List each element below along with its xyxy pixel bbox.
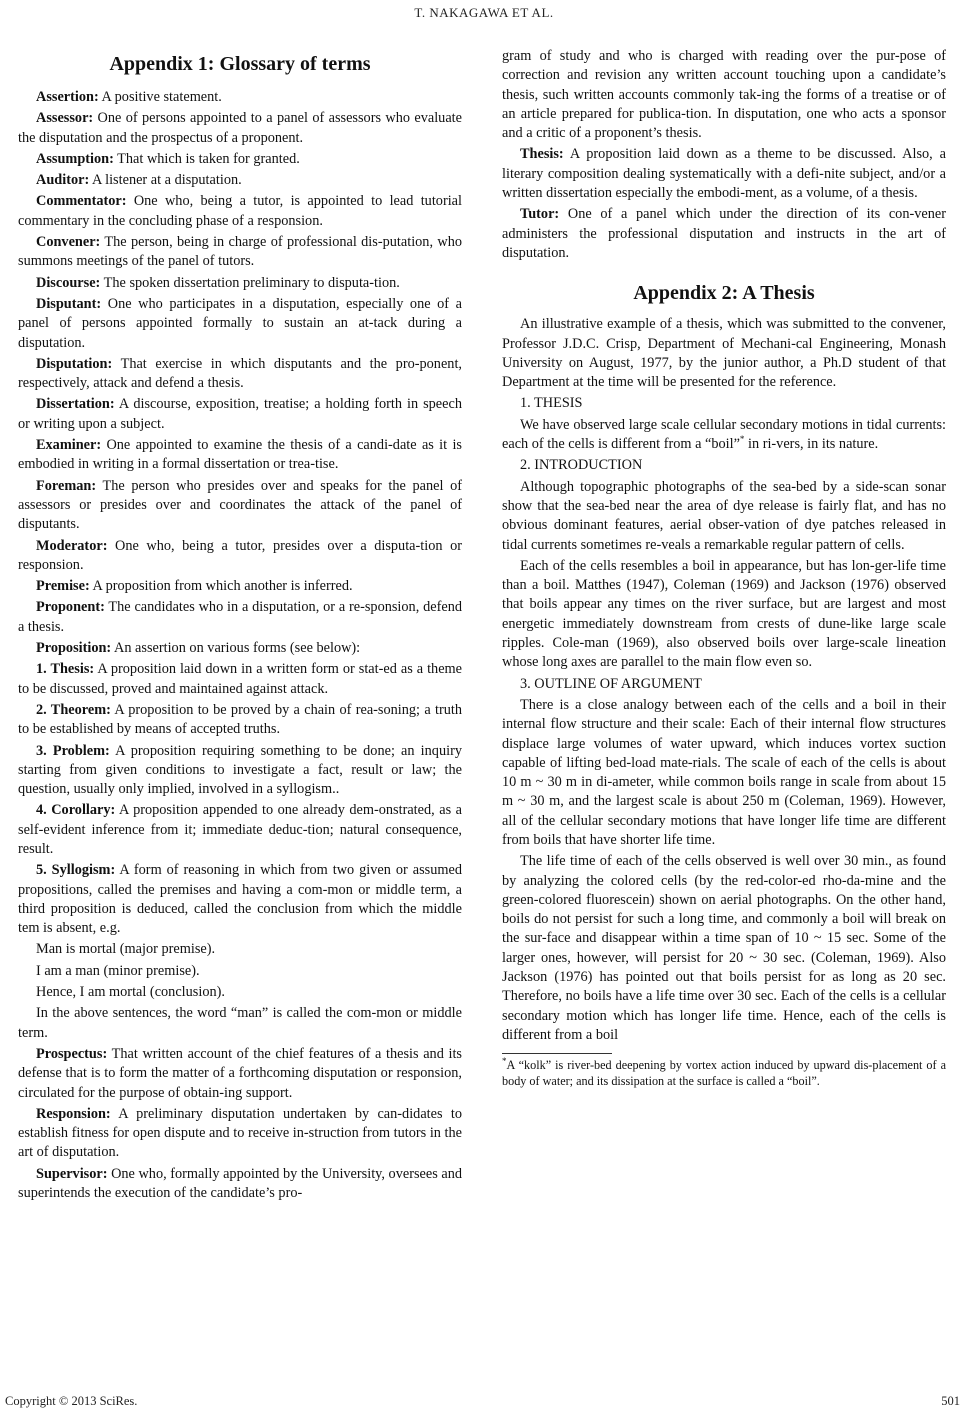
glossary-definition: The candidates who in a disputation, or a re-sponsion, defend a thesis. [18,599,462,635]
syllogism-example [18,940,462,1042]
footnote-text: A “kolk” is river-bed deepening by vortex action induced by upward dis-placement of a body of water; and its dissipation at the surface is called a “boil”. [502,1058,946,1088]
glossary-entry [18,436,462,475]
glossary-entry [18,1105,462,1163]
glossary-entry [18,537,462,576]
glossary-entry [502,145,946,203]
glossary-definition: An assertion on various forms (see below): [111,640,361,657]
syllogism-line: In the above sentences, the word “man” is called the com-mon or middle term. [18,1005,462,1041]
glossary-term: Foreman: [36,477,97,494]
glossary-entry [18,150,462,169]
glossary-definition: That exercise in which disputants and the pro-ponent, respectively, attack and defend a thesis. [18,355,462,392]
glossary-definition: That which is taken for granted. [113,150,300,167]
thesis-text-b: in ri-vers, in its nature. [744,436,879,453]
glossary-entry [18,109,462,148]
copyright: Copyright © 2013 SciRes. [5,1394,138,1408]
glossary-entry [18,577,462,596]
glossary-list [18,88,462,938]
thesis-text-a: We have observed large scale cellular secondary motions in tidal currents: each of the cells is different from a “boil” [502,416,946,453]
glossary-term: Assertion: [36,89,99,105]
glossary-entry [18,701,462,740]
glossary-definition: One of a panel which under the direction of its con-vener administers the professional disputation and instructs in the art of disputation. [502,206,946,261]
footnote-mark: * [502,1056,507,1067]
left-column [18,52,462,1205]
syllogism-line: Hence, I am mortal (conclusion). [36,984,225,1001]
glossary-entry [502,205,946,263]
glossary-definition: A proposition requiring something to be done; an inquiry starting from given conditions to investigate a fact, result or law; the question, usually only implied, involved in a syllogism.. [18,742,462,798]
glossary-term: Commentator: [36,193,127,210]
glossary-entry [18,233,462,272]
glossary-definition: A listener at a disputation. [89,172,242,189]
glossary-entry [18,295,462,353]
glossary-definition: That written account of the chief features of a thesis and its defense that is to form the matter of a forthcoming disputation or responsion, circulated for the purpose of obtain-ing support. [18,1045,462,1101]
glossary-term: Examiner: [36,437,102,454]
glossary-definition: A proposition laid down in a written form or stat-ed as a theme to be discussed, proved and maintained against attack. [18,661,463,697]
glossary-term: Tutor: [520,206,560,223]
footnote-ref: * [739,434,745,445]
section-heading-outline: 3. OUTLINE OF ARGUMENT [520,675,702,692]
glossary-definition: One of persons appointed to a panel of assessors who evaluate the disputation and the prospectus of a proponent. [18,110,462,146]
appendix1-title: Appendix 1: Glossary of terms [109,53,371,75]
appendix2-intro: An illustrative example of a thesis, which was submitted to the convener, Professor J.D.C. Crisp, Department of Mechani-cal Engineering, Monash University on August, 1977, by the junior author, a Ph.D student of that Department at the time will be presented for the reference. [502,316,946,391]
glossary-list-end [502,145,946,263]
glossary-term: Moderator: [36,537,108,554]
glossary-definition: A proposition laid down as a theme to be discussed. Also, a literary composition dealing systematically with a defi-nite subject, and/or a written dissertation especially the embodi-ment, as a volume, of a thesis. [502,146,946,202]
glossary-term: Dissertation: [36,396,115,413]
glossary-definition: A proposition to be proved by a chain of rea-soning; a truth to be established by means of accepted truths. [18,701,463,738]
glossary-definition: One who, being a tutor, presides over a disputa-tion or responsion. [18,537,462,573]
glossary-term: Disputation: [36,355,113,372]
glossary-term: Discourse: [36,274,101,291]
thesis-statement [502,416,946,455]
glossary-term: Responsion: [36,1105,111,1122]
glossary-entry [18,192,462,231]
section-heading-introduction: 2. INTRODUCTION [520,457,643,474]
glossary-definition: A discourse, exposition, treatise; a holding forth in speech or writing upon a subject. [18,396,462,432]
glossary-entry [18,1045,462,1103]
glossary-term: 4. Corollary: [36,802,116,819]
syllogism-line: Man is mortal (major premise). [36,941,216,958]
page-number: 501 [941,1394,960,1408]
glossary-term: Convener: [36,234,101,251]
appendix2-title: Appendix 2: A Thesis [633,282,815,305]
glossary-definition: A proposition from which another is inferred. [89,578,353,595]
glossary-entry [18,1165,462,1204]
footnote-rule [502,1053,612,1054]
glossary-definition: The person, being in charge of professional dis-putation, who summons meetings of the panel of tutors. [18,234,462,270]
glossary-definition: A positive statement. [98,89,222,105]
glossary-definition: One who participates in a disputation, especially one of a panel of persons appointed formally to sustain an at-tack during a disputation. [18,295,462,351]
glossary-term: 1. Thesis: [36,661,95,678]
glossary-entry [18,742,462,800]
glossary-list-continued [18,1045,462,1203]
glossary-term: Thesis: [520,146,564,163]
right-column [502,47,946,1091]
footnote [502,1058,946,1089]
glossary-term: 5. Syllogism: [36,862,116,879]
glossary-entry [18,477,462,535]
glossary-term: Supervisor: [36,1165,108,1182]
glossary-entry [18,598,462,637]
glossary-term: Premise: [36,578,90,595]
glossary-definition: The person who presides over and speaks for the panel of assessors or presides over and coordinates the attack of the panel of disputants. [18,477,462,533]
syllogism-line: I am a man (minor premise). [36,962,200,979]
glossary-entry [18,88,462,107]
glossary-definition: A preliminary disputation undertaken by can-didates to establish fitness for open dispute and to receive in-struction from tutors in the art of disputation. [18,1105,462,1161]
glossary-definition: A proposition appended to one already dem-onstrated, as a self-evident inference from it; immediate deduc-tion; natural consequence, result. [18,802,462,857]
glossary-entry [18,395,462,434]
glossary-entry [18,639,462,658]
glossary-entry [18,355,462,394]
glossary-term: Disputant: [36,295,102,312]
introduction-paragraph: Each of the cells resembles a boil in appearance, but has lon-ger-life time than a boil. Matthes (1947), Coleman (1969) and Jackson (1976) observed that boils appear any times on the river surface, but are largest and most energetic immediately downstream from crests of dune-like large scale ripples. Cole-man (1969), also observed boils over large-scale lineation whose long axes are parallel to the main flow even so. [502,557,946,671]
glossary-definition: One who, being a tutor, is appointed to lead tutorial commentary in the concluding phase of a responsion. [18,193,462,229]
glossary-definition: One appointed to examine the thesis of a candi-date as it is embodied in writing in a formal dissertation or trea-tise. [18,437,462,473]
introduction-paragraph: Although topographic photographs of the sea-bed by a side-scan sonar show that the sea-bed near the area of dye release is fairly flat, and has no obvious dominant features, aerial obser-vation of dye patches released in tidal currents sometimes re-veals a remarkable regular pattern of cells. [502,478,946,553]
glossary-entry [18,274,462,293]
glossary-term: Prospectus: [36,1045,108,1062]
supervisor-continuation: gram of study and who is charged with reading over the pur-pose of correction and revision any written account touching upon a candidate’s thesis, such written accounts commonly tak-ing the forms of a treatise or of an article prepared for publica-tion. In disputation, one who acts a sponsor and a critic of a proponent’s thesis. [502,48,946,142]
glossary-term: 3. Problem: [36,742,110,759]
glossary-definition: One who, formally appointed by the University, oversees and superintends the execution of the candidate’s pro- [18,1165,462,1202]
glossary-term: Auditor: [36,172,90,189]
glossary-entry [18,861,462,938]
glossary-entry [18,171,462,190]
glossary-term: Proponent: [36,599,105,616]
running-head: T. NAKAGAWA ET AL. [414,5,554,20]
glossary-entry [18,801,462,859]
glossary-term: Assessor: [36,110,94,127]
glossary-term: 2. Theorem: [36,701,111,718]
glossary-term: Assumption: [36,150,114,167]
glossary-entry [18,660,462,699]
glossary-definition: The spoken dissertation preliminary to disputa-tion. [100,274,400,291]
glossary-term: Proposition: [36,640,112,657]
glossary-definition: A form of reasoning in which from two given or assumed propositions, called the premises and having a com-mon or middle term, a third proposition is deduced, called the conclusion from which the middle tem is absent, e.g. [18,862,462,937]
outline-paragraph: There is a close analogy between each of the cells and a boil in their internal flow structure and their scale: Each of their internal flow structures displace large volumes of water upward, which induces vortex suction capable of lifting bed-load mate-rials. The scale of each of the cells is about 10 m ~ 30 m in di-ameter, while common boils range in scale from about 15 m ~ 30 m, and the largest scale is about 250 m (Coleman, 1969). However, all of the cellular secondary motions that have longer life time are different from boils that have shorter life time. [502,696,946,848]
section-heading-thesis: 1. THESIS [520,395,583,412]
outline-paragraph: The life time of each of the cells observed is well over 30 min., as found by analyzing the colored cells (by the red-color-ed rho-da-mine and the green-colored fluorescein) shown on aerial photographs. On the other hand, boils do not persist for such a long time, and commonly a boil will break on the sur-face and disappear within a time span of 10 ~ 15 sec. Some of the larger ones, however, will persist for 20 ~ 30 sec. (Coleman, 1969). Also Jackson (1976) has pointed out that boils persist for as long as 20 sec. Therefore, no boils have a life time over 30 sec. Each of the cells is a cellular secondary motion which has longer life time. Hence, each of the cells is different from a boil [502,853,946,1043]
